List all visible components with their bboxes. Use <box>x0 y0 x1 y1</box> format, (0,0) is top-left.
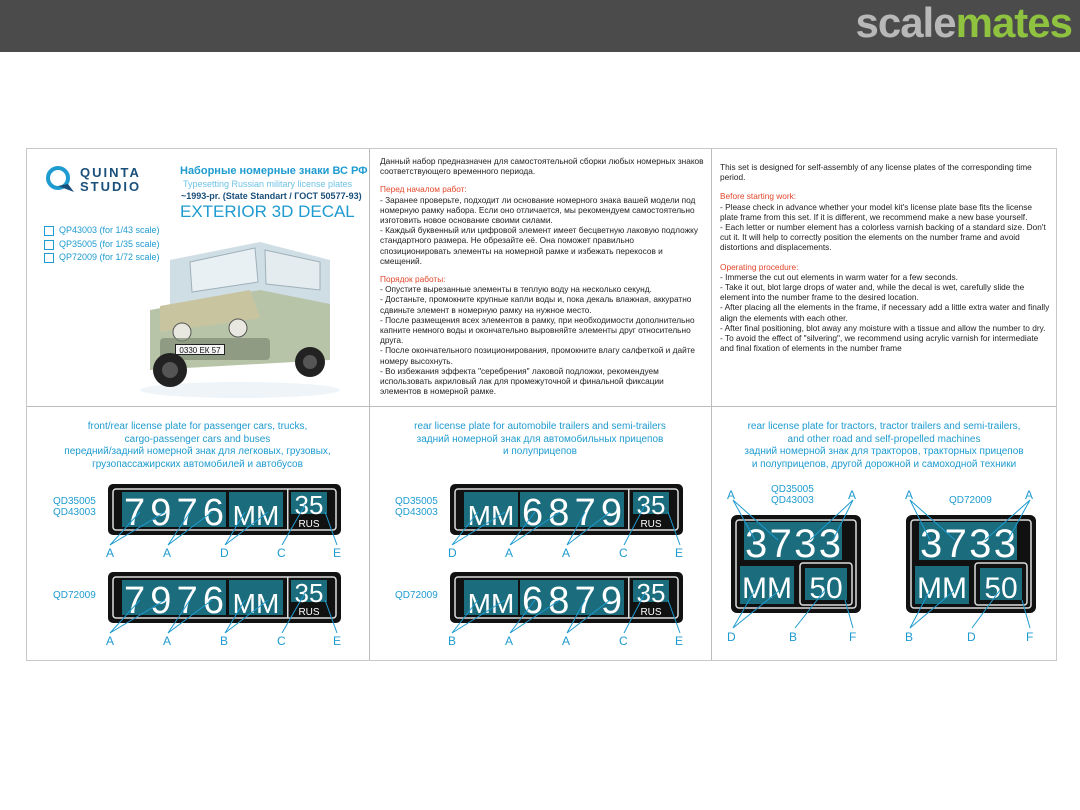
element-label: E <box>675 546 684 560</box>
ru-before-title: Перед началом работ: <box>380 184 467 195</box>
element-label: A <box>848 488 857 502</box>
plate-number: 7976 <box>124 580 224 622</box>
en-proc-item: - Take it out, blot large drops of water and, while the decal is wet, carefully slide the element into the number frame to the desired location. <box>720 282 1025 303</box>
en-intro: This set is designed for self-assembly of any license plates of the corresponding time period. <box>720 162 1032 183</box>
element-label: D <box>727 630 736 644</box>
plate-letters: MM <box>467 588 515 619</box>
element-label: A <box>505 546 514 560</box>
plate-region: 35 <box>294 578 324 608</box>
plate-letters: MM <box>467 500 515 531</box>
plate-section2-top <box>450 484 683 535</box>
ru-proc-title: Порядок работы: <box>380 274 446 285</box>
en-before-title: Before starting work: <box>720 191 797 202</box>
ru-intro: Данный набор предназначен для самостоятельной сборки любых номерных знаков соответствующего временного периода. <box>380 156 704 177</box>
element-label: B <box>905 630 914 644</box>
element-label: C <box>277 634 286 648</box>
ru-proc-item: - Опустите вырезанные элементы в теплую воду на несколько секунд. <box>380 284 652 295</box>
ru-before-item: - Заранее проверьте, подходит ли основание номерного знака вашей модели под номерную рамку набора. Если оно отличается, мы рекомендуем самостоятельно изготовить новое основание своими силами. <box>380 194 696 226</box>
element-label: B <box>220 634 229 648</box>
scale-label: QD35005 QD43003 <box>53 496 96 518</box>
ru-proc-item: - После размещения всех элементов в рамку, при необходимости дополнительно капните немного воды и окончательно выровняйте элементы друг относительно друга. <box>380 314 695 346</box>
element-label: E <box>675 634 684 648</box>
plate-region: 50 <box>984 572 1018 605</box>
section-3-caption: rear license plate for tractors, tractor trailers and semi-trailers, and other road and self-propelled machines задний номерной знак для тракторов, тракторных прицепов и полуприцепов, другой дорожной и самоходной техники <box>744 421 1024 470</box>
element-label: A <box>905 488 914 502</box>
ru-proc-item: - После окончательного позиционирования, промокните влагу салфеткой и дайте номеру высохнуть. <box>380 345 696 366</box>
ru-before-item: - Каждый буквенный или цифровой элемент имеет бесцветную лаковую подложку стандартного размера. Не обрезайте её. Она поможет правильно спозиционировать элементы на номерной рамке и избежать перекосов и смещений. <box>380 225 699 266</box>
element-label: A <box>1025 488 1034 502</box>
plate-region: 35 <box>636 490 666 520</box>
element-label: A <box>562 546 571 560</box>
scale-label: QD72009 <box>395 590 438 601</box>
element-label: A <box>505 634 514 648</box>
scale-label: QD35005 QD43003 <box>395 496 438 518</box>
product-title: Наборные номерные знаки ВС РФ <box>180 165 368 177</box>
element-label: A <box>163 634 172 648</box>
plate-letters: MM <box>742 572 792 605</box>
plate-letters: MM <box>232 500 280 531</box>
plate-letters: MM <box>232 588 280 619</box>
plate-number: 7976 <box>124 492 224 534</box>
element-label: A <box>163 546 172 560</box>
plate-number: 6879 <box>522 580 622 622</box>
plate-number: 3733 <box>920 522 1016 566</box>
ru-proc-item: - Достаньте, промокните крупные капли воды и, пока декаль влажная, аккуратно сдвиньте элемент в номерную рамку на нужное место. <box>380 294 692 315</box>
plate-rus: RUS <box>298 607 320 618</box>
plate-number: 6879 <box>522 492 622 534</box>
product-subtitle: Typesetting Russian military license plates <box>183 179 353 189</box>
element-label: F <box>849 630 857 644</box>
standard-label: ~1993-pr. (State Standart / ГОСТ 50577-93) <box>181 191 362 201</box>
car-plate-text: 0330 ЕК 57 <box>179 346 221 355</box>
element-label: E <box>333 546 342 560</box>
decal-label: EXTERIOR 3D DECAL <box>180 202 355 221</box>
plate-rus: RUS <box>640 607 662 618</box>
set-option-3[interactable]: QP72009 (for 1/72 scale) <box>44 252 160 263</box>
element-label: A <box>727 488 736 502</box>
element-label: A <box>106 546 115 560</box>
plate-region: 50 <box>809 572 843 605</box>
plate-section2-bottom <box>450 572 683 623</box>
element-label: C <box>619 546 628 560</box>
element-label: C <box>619 634 628 648</box>
element-label: A <box>562 634 571 648</box>
plate-section1-bottom <box>108 572 341 623</box>
element-label: A <box>106 634 115 648</box>
brand-name: QUINTA STUDIO <box>80 165 142 194</box>
section-1-caption: front/rear license plate for passenger cars, trucks, cargo-passenger cars and buses передний/задний номерной знак для легковых, грузовых, грузопассажирских автомобилей и автобусов <box>64 421 331 470</box>
scale-label: QD35005 QD43003 <box>771 484 814 506</box>
ru-proc-item: - Во избежания эффекта "серебрения" лаковой подложки, рекомендуем использовать акриловый лак для промежуточной и финальной фиксации элементов в номерной рамке. <box>380 365 664 397</box>
en-proc-item: - Immerse the cut out elements in warm water for a few seconds. <box>720 271 958 282</box>
element-label: B <box>448 634 457 648</box>
set-option-2[interactable]: QP35005 (for 1/35 scale) <box>44 239 160 250</box>
scale-label: QD72009 <box>949 495 992 506</box>
plate-rus: RUS <box>298 519 320 530</box>
element-label: D <box>220 546 229 560</box>
en-proc-item: - To avoid the effect of "silvering", we recommend using acrylic varnish for intermediate and final fixation of elements in the number frame <box>720 333 1039 354</box>
element-label: D <box>448 546 457 560</box>
plate-region: 35 <box>294 490 324 520</box>
scalemates-logo[interactable]: scalemates <box>855 0 1072 46</box>
element-label: B <box>789 630 798 644</box>
en-proc-item: - After final positioning, blot away any moisture with a tissue and allow the number to dry. <box>720 322 1046 333</box>
section-2-caption: rear license plate for automobile trailers and semi-trailers задний номерной знак для автомобильных прицепов и полуприцепов <box>414 421 666 457</box>
element-label: F <box>1026 630 1034 644</box>
en-before-item: - Each letter or number element has a colorless varnish backing of a standard size. Don't cut it. It will help to correctly position the elements on the number frame and avoid distortions and displacements. <box>720 222 1046 253</box>
plate-rus: RUS <box>640 519 662 530</box>
en-proc-item: - After placing all the elements in the frame, if necessary add a little extra water and finally align the elements with each other. <box>720 302 1050 323</box>
en-proc-title: Operating procedure: <box>720 261 799 272</box>
plate-number: 3733 <box>745 522 841 566</box>
plate-region: 35 <box>636 578 666 608</box>
scale-label: QD72009 <box>53 590 96 601</box>
set-option-1[interactable]: QP43003 (for 1/43 scale) <box>44 225 160 236</box>
plate-letters: MM <box>917 572 967 605</box>
element-label: E <box>333 634 342 648</box>
en-before-item: - Please check in advance whether your model kit's license plate base fits the license plate frame from this set. If it is different, we recommend make a new base yourself. <box>720 201 1032 222</box>
plate-section1-top <box>108 484 341 535</box>
element-label: C <box>277 546 286 560</box>
element-label: D <box>967 630 976 644</box>
